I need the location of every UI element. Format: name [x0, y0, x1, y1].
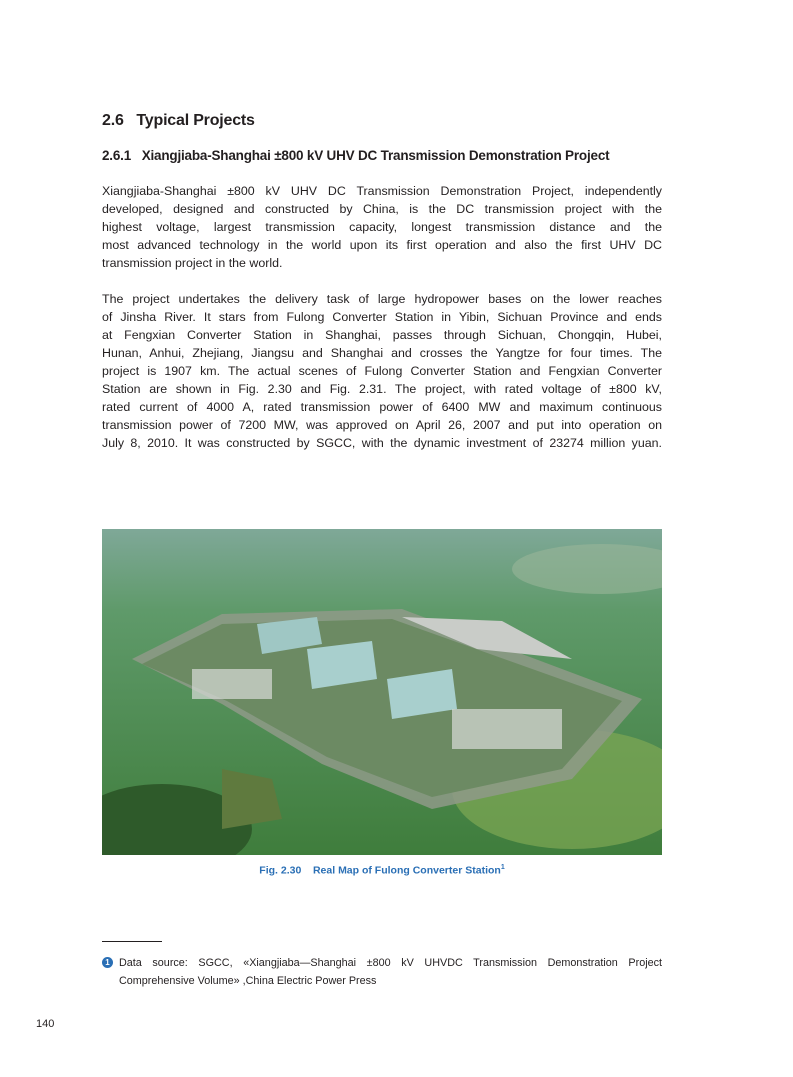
section-number: 2.6: [102, 112, 124, 129]
text-line: developed, designed and constructed by China, is the DC transmission project with the: [102, 202, 662, 216]
text-line: Xiangjiaba-Shanghai ±800 kV UHV DC Transmission Demonstration Project, independently: [102, 184, 662, 198]
text-line: transmission project in the world.: [102, 256, 283, 270]
page-number: 140: [36, 1018, 55, 1030]
text-line: highest voltage, largest transmission capacity, longest transmission distance and the: [102, 220, 662, 234]
subsection-title: Xiangjiaba-Shanghai ±800 kV UHV DC Transmission Demonstration Project: [141, 148, 610, 163]
text-line: rated current of 4000 A, rated transmission power of 6400 MW and maximum continuous: [102, 400, 662, 414]
figure-caption: [102, 864, 662, 877]
paragraph-2: [102, 290, 662, 452]
figure-title: Real Map of Fulong Converter Station: [312, 864, 501, 877]
footnote-marker: 1: [102, 957, 113, 968]
paragraph-1: [102, 182, 662, 272]
text-line: Station are shown in Fig. 2.30 and Fig. 2.31. The project, with rated voltage of ±800 kV,: [102, 382, 662, 396]
subsection-number: 2.6.1: [102, 148, 132, 163]
text-line: The project undertakes the delivery task of large hydropower bases on the lower reaches: [102, 292, 662, 306]
text-line: most advanced technology in the world upon its first operation and also the first UHV DC: [102, 238, 662, 252]
subsection-heading: [102, 148, 609, 163]
converter-station-photo: [102, 529, 662, 855]
figure-label: Fig. 2.30: [259, 864, 302, 877]
section-title: Typical Projects: [136, 112, 255, 129]
footnote-text-line: Data source: SGCC, «Xiangjiaba—Shanghai ±800 kV UHVDC Transmission Demonstration Project: [119, 957, 662, 969]
text-line: transmission power of 7200 MW, was approved on April 26, 2007 and put into operation on: [102, 418, 662, 432]
section-heading: [102, 112, 255, 130]
text-line: project is 1907 km. The actual scenes of Fulong Converter Station and Fengxian Converter: [102, 364, 662, 378]
footnote-text-line: Comprehensive Volume» ,China Electric Power Press: [119, 975, 377, 987]
text-line: at Fengxian Converter Station in Shanghai, passes through Sichuan, Chongqin, Hubei,: [102, 328, 662, 342]
text-line: of Jinsha River. It stars from Fulong Converter Station in Yibin, Sichuan Province and ends: [102, 310, 662, 324]
text-line: Hunan, Anhui, Zhejiang, Jiangsu and Shanghai and crosses the Yangtze for four times. The: [102, 346, 662, 360]
footnote-divider: [102, 941, 162, 942]
footnote: [102, 954, 662, 990]
text-line: July 8, 2010. It was constructed by SGCC, with the dynamic investment of 23274 million yuan.: [102, 436, 662, 450]
footnote-reference[interactable]: 1: [500, 864, 505, 871]
